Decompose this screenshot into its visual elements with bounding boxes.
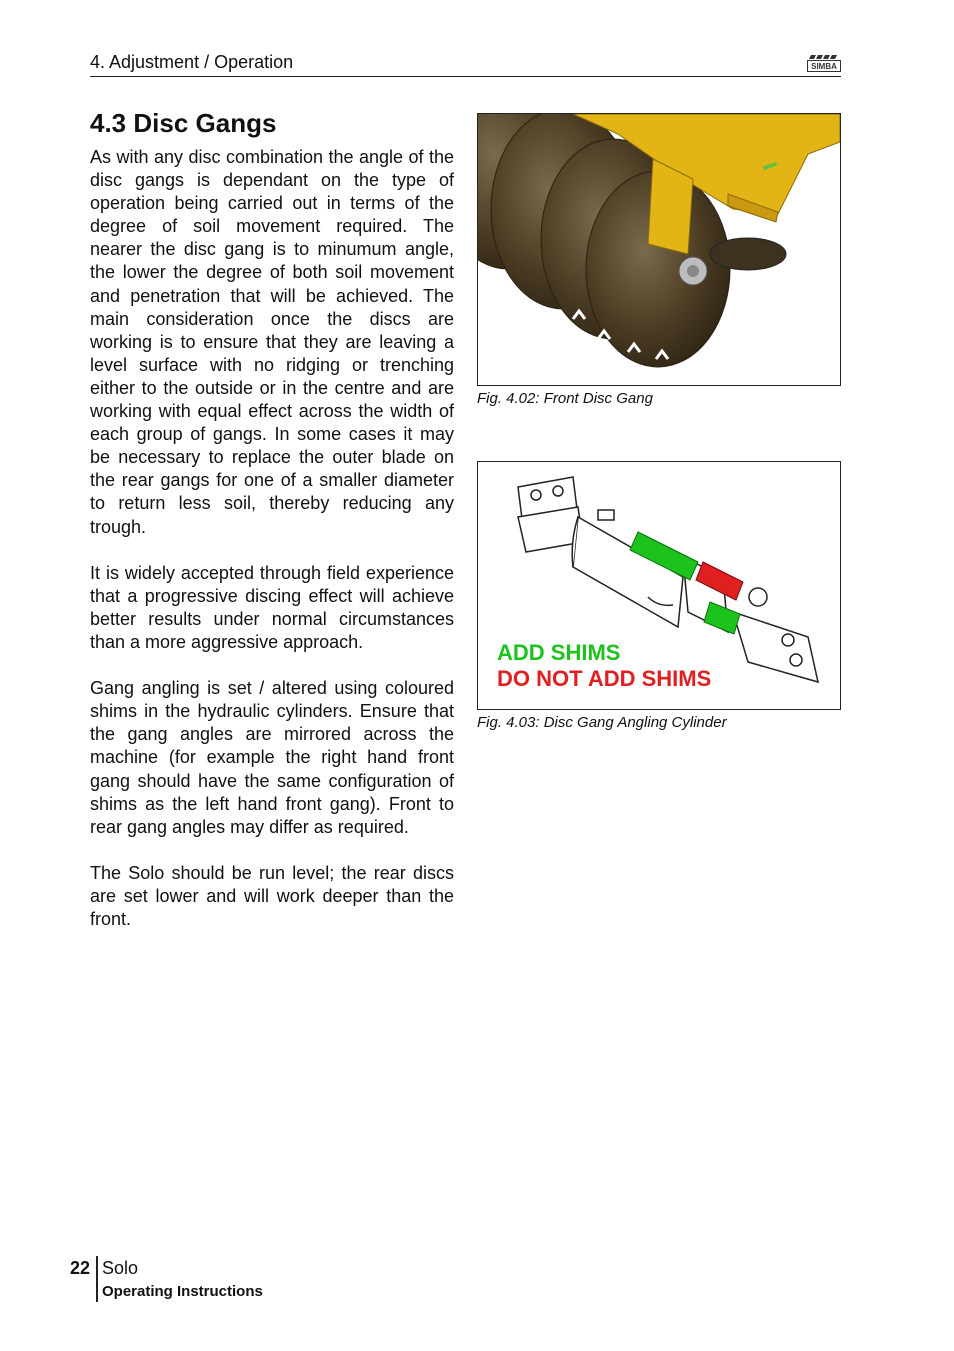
page-number: 22 (69, 1258, 90, 1278)
footer-divider (96, 1256, 98, 1302)
paragraph: As with any disc combination the angle of the disc gangs is dependant on the type of operation being carried out in terms of the degree of soil movement required. The nearer the disc gang is to minumum angle, the lower the degree of both soil movement and penetration that will be achieved. The main consideration once the discs are working is to ensure that they are leaving a level surface with no ridging or trenching either to the outside or in the centre and are working with equal effect across the width of each group of gangs. In some cases it may be necessary to replace the outer blade on the rear gangs for one of a smaller diameter to return less soil, thereby reducing any trough. (90, 147, 454, 537)
page-title: 4.3 Disc Gangs (90, 108, 277, 138)
figure-caption: Fig. 4.02: Front Disc Gang (477, 390, 653, 407)
front-disc-gang-figure (477, 113, 841, 386)
paragraph: It is widely accepted through field experience that a progressive discing effect will achieve better results under normal circumstances than a more aggressive approach. (90, 562, 454, 652)
angling-cylinder-figure (477, 461, 841, 710)
paragraph: Gang angling is set / altered using coloured shims in the hydraulic cylinders. Ensure that the gang angles are mirrored across the machine (for example the right hand front gang should have the same configuration of shims as the left hand front gang). Front to rear gang angles may differ as required. (90, 678, 454, 837)
svg-text:SIMBA: SIMBA (811, 62, 837, 71)
document-subtitle: Operating Instructions (102, 1283, 263, 1300)
section-title: 4. Adjustment / Operation (90, 52, 294, 72)
do-not-add-shims-label: DO NOT ADD SHIMS (497, 666, 712, 691)
figure-caption: Fig. 4.03: Disc Gang Angling Cylinder (477, 714, 727, 731)
paragraph: The Solo should be run level; the rear discs are set lower and will work deeper than the front. (90, 862, 454, 930)
simba-logo (807, 54, 841, 72)
page-header (90, 50, 841, 77)
body-text (90, 146, 454, 954)
front-disc-gang-illustration (478, 114, 840, 385)
product-name: Solo (102, 1258, 139, 1278)
add-shims-label: ADD SHIMS (497, 640, 621, 665)
